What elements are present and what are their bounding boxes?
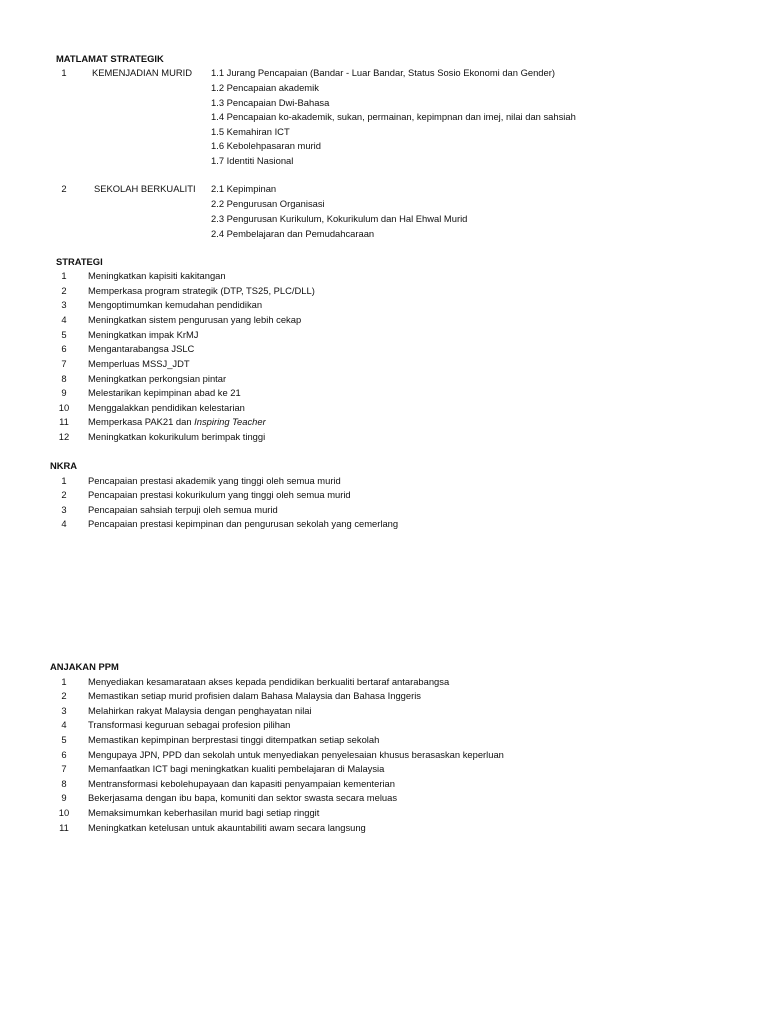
list-item <box>0 357 768 372</box>
anjakan-heading: ANJAKAN PPM <box>50 661 119 672</box>
goal-item: 1.6 Kebolehpasaran murid <box>211 140 321 151</box>
item-number: 9 <box>61 792 67 803</box>
goal-item: 2.2 Pengurusan Organisasi <box>211 198 325 209</box>
goal-item: 2.3 Pengurusan Kurikulum, Kokurikulum dan Hal Ehwal Murid <box>211 212 468 224</box>
item-text: Memanfaatkan ICT bagi meningkatkan kualiti pembelajaran di Malaysia <box>88 763 385 774</box>
item-text: Memastikan setiap murid profisien dalam Bahasa Malaysia dan Bahasa Inggeris <box>88 690 421 701</box>
goal-item: 1.4 Pencapaian ko-akademik, sukan, permainan, kepimpnan dan imej, nilai dan sahsiah <box>211 111 576 122</box>
item-text: Meningkatkan sistem pengurusan yang lebih cekap <box>88 314 302 325</box>
item-text: Mentransformasi kebolehupayaan dan kapasiti penyampaian kementerian <box>88 777 395 789</box>
item-number: 3 <box>61 503 67 515</box>
list-item <box>0 689 768 704</box>
item-number: 5 <box>61 734 67 745</box>
item-number: 11 <box>59 416 69 427</box>
item-text: Meningkatkan impak KrMJ <box>88 328 199 340</box>
list-item <box>0 474 768 489</box>
item-text: Pencapaian sahsiah terpuji oleh semua murid <box>88 503 278 515</box>
group-number: 1 <box>61 67 67 78</box>
item-text <box>88 415 266 430</box>
item-number: 4 <box>61 719 67 730</box>
list-item <box>0 806 768 821</box>
list-item <box>0 733 768 748</box>
list-item <box>0 386 768 401</box>
item-text: Pencapaian prestasi kepimpinan dan pengurusan sekolah yang cemerlang <box>88 518 399 529</box>
item-number: 11 <box>59 821 69 833</box>
item-text: Transformasi keguruan sebagai profesion pilihan <box>88 719 291 730</box>
list-item <box>0 821 768 836</box>
item-text: Pencapaian prestasi kokurikulum yang tinggi oleh semua murid <box>88 489 351 500</box>
goal-item: 1.2 Pencapaian akademik <box>211 82 319 93</box>
list-item <box>0 401 768 416</box>
group-name: KEMENJADIAN MURID <box>92 67 193 78</box>
item-number: 6 <box>61 343 67 354</box>
item-number: 10 <box>58 806 70 818</box>
item-number: 3 <box>61 299 67 310</box>
list-item <box>0 269 768 284</box>
list-item <box>0 298 768 313</box>
list-item <box>0 718 768 733</box>
goal-item: 2.4 Pembelajaran dan Pemudahcaraan <box>211 227 375 239</box>
item-number: 1 <box>61 675 67 687</box>
item-text: Memaksimumkan keberhasilan murid bagi setiap ringgit <box>88 806 320 818</box>
item-number: 10 <box>58 401 70 413</box>
list-item <box>0 313 768 328</box>
list-item <box>0 704 768 719</box>
list-item <box>0 762 768 777</box>
list-item <box>0 488 768 503</box>
item-text: Mengoptimumkan kemudahan pendidikan <box>88 299 263 310</box>
item-number: 7 <box>61 763 67 774</box>
group-number: 2 <box>61 183 67 194</box>
item-text: Melestarikan kepimpinan abad ke 21 <box>88 387 241 398</box>
item-number: 4 <box>61 314 67 325</box>
item-number: 2 <box>61 284 67 296</box>
item-number: 12 <box>58 431 70 442</box>
list-item <box>0 342 768 357</box>
item-text: Meningkatkan kapisiti kakitangan <box>88 270 226 281</box>
list-item <box>0 284 768 299</box>
item-text-main: Memperkasa PAK21 dan <box>88 416 195 427</box>
strategi-heading: STRATEGI <box>56 256 103 267</box>
item-number: 2 <box>61 489 67 500</box>
item-number: 9 <box>61 387 67 398</box>
list-item <box>0 372 768 387</box>
group-name: SEKOLAH BERKUALITI <box>94 183 196 194</box>
item-number: 1 <box>61 474 67 486</box>
item-number: 1 <box>61 270 67 281</box>
item-number: 8 <box>61 777 67 789</box>
item-text: Mengupaya JPN, PPD dan sekolah untuk menyediakan penyelesaian khusus berasaskan keperluan <box>88 748 504 760</box>
list-item <box>0 415 768 430</box>
item-number: 8 <box>61 372 67 384</box>
item-text: Menggalakkan pendidikan kelestarian <box>88 401 245 413</box>
goal-item: 1.1 Jurang Pencapaian (Bandar - Luar Bandar, Status Sosio Ekonomi dan Gender) <box>211 67 555 78</box>
item-text: Meningkatkan ketelusan untuk akauntabiliti awam secara langsung <box>88 821 366 833</box>
list-item <box>0 748 768 763</box>
goal-item: 1.3 Pencapaian Dwi-Bahasa <box>211 96 330 108</box>
list-item <box>0 777 768 792</box>
item-number: 4 <box>61 518 67 529</box>
list-item <box>0 328 768 343</box>
item-text: Melahirkan rakyat Malaysia dengan penghayatan nilai <box>88 704 312 716</box>
item-text: Menyediakan kesamarataan akses kepada pendidikan berkualiti bertaraf antarabangsa <box>88 675 450 687</box>
item-text: Memperluas MSSJ_JDT <box>88 358 190 369</box>
item-text: Mengantarabangsa JSLC <box>88 343 195 354</box>
item-text-italic: Inspiring Teacher <box>194 416 266 427</box>
list-item <box>0 791 768 806</box>
item-text: Bekerjasama dengan ibu bapa, komuniti dan sektor swasta secara meluas <box>88 792 398 803</box>
list-item <box>0 430 768 445</box>
item-text: Pencapaian prestasi akademik yang tinggi oleh semua murid <box>88 474 341 486</box>
goal-item: 2.1 Kepimpinan <box>211 183 277 194</box>
item-text: Meningkatkan kokurikulum berimpak tinggi <box>88 431 266 442</box>
item-text: Meningkatkan perkongsian pintar <box>88 372 227 384</box>
goal-item: 1.7 Identiti Nasional <box>211 154 294 166</box>
item-number: 5 <box>61 328 67 340</box>
list-item <box>0 675 768 690</box>
item-number: 7 <box>61 358 67 369</box>
matlamat-heading: MATLAMAT STRATEGIK <box>56 53 164 64</box>
item-text: Memastikan kepimpinan berprestasi tinggi ditempatkan setiap sekolah <box>88 734 380 745</box>
list-item <box>0 517 768 532</box>
goal-item: 1.5 Kemahiran ICT <box>211 125 290 137</box>
nkra-heading: NKRA <box>50 460 78 471</box>
item-number: 3 <box>61 704 67 716</box>
item-number: 2 <box>61 690 67 701</box>
item-text: Memperkasa program strategik (DTP, TS25, PLC/DLL) <box>88 284 315 296</box>
item-number: 6 <box>61 748 67 760</box>
list-item <box>0 503 768 518</box>
